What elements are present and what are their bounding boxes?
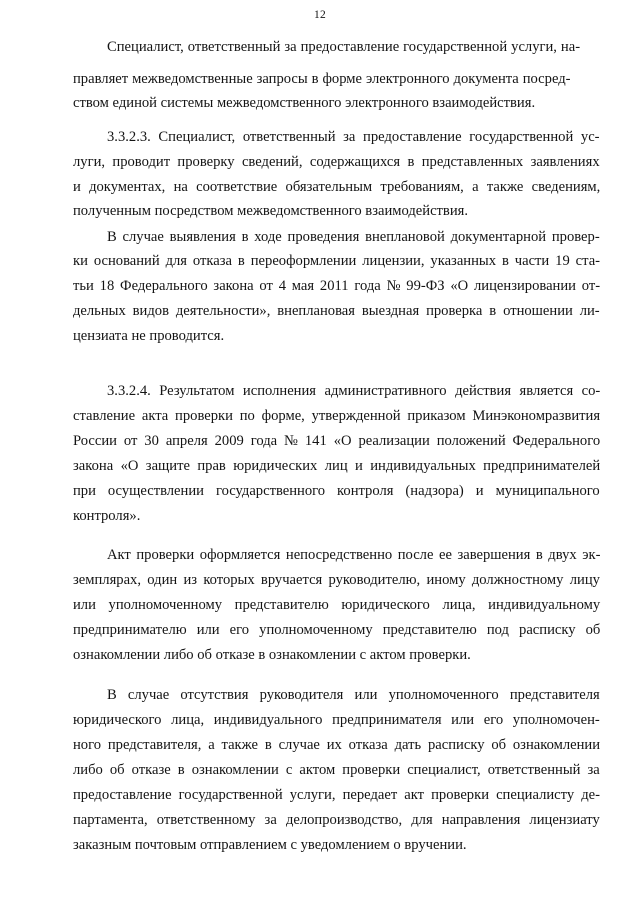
paragraph-3-line-4: дельных видов деятельности», внеплановая выездная проверка в отношении ли- [73,303,600,319]
paragraph-4-line-5: при осуществлении государственного контроля (надзора) и муниципального [73,483,600,499]
paragraph-2-line-4: полученным посредством межведомственного взаимодействия. [73,203,468,219]
paragraph-4-line-6: контроля». [73,508,141,524]
paragraph-4-line-4: закона «О защите прав юридических лиц и индивидуальных предпринимателей [73,458,601,474]
paragraph-1-line-3: ством единой системы межведомственного электронного взаимодействия. [73,95,536,111]
paragraph-6-line-4: либо об отказе в ознакомлении с актом проверки специалист, ответственный за [73,762,600,778]
paragraph-3-line-5: цензиата не проводится. [73,328,225,344]
paragraph-5-line-3: или уполномоченному представителю юридического лица, индивидуальному [73,597,601,613]
paragraph-6-line-7: заказным почтовым отправлением с уведомлением о вручении. [73,837,467,853]
paragraph-4-line-1: 3.3.2.4. Результатом исполнения административного действия является со- [107,383,601,399]
paragraph-6-line-6: партамента, ответственному за делопроизводство, для направления лицензиату [73,812,600,828]
paragraph-6-line-3: ного представителя, а также в случае их отказа дать расписку об ознакомлении [73,737,601,753]
paragraph-5-line-5: ознакомлении либо об отказе в ознакомлении с актом проверки. [73,647,471,663]
paragraph-6-line-5: предоставление государственной услуги, передает акт проверки специалисту де- [73,787,600,803]
paragraph-5-line-4: предпринимателю или его уполномоченному представителю под расписку об [73,622,601,638]
paragraph-2-line-1: 3.3.2.3. Специалист, ответственный за предоставление государственной ус- [107,129,600,145]
paragraph-4-line-3: России от 30 апреля 2009 года № 141 «О реализации положений Федерального [73,433,601,449]
paragraph-6-line-1: В случае отсутствия руководителя или уполномоченного представителя [107,687,600,703]
paragraph-5-line-1: Акт проверки оформляется непосредственно после ее завершения в двух эк- [107,547,601,563]
paragraph-1-line-1: Специалист, ответственный за предоставление государственной услуги, на- [107,39,581,55]
paragraph-2-line-2: луги, проводит проверку сведений, содержащихся в представленных заявлениях [73,154,600,170]
page-number: 12 [313,9,327,21]
paragraph-3-line-3: тьи 18 Федерального закона от 4 мая 2011 года № 99-ФЗ «О лицензировании от- [73,278,601,294]
paragraph-6-line-2: юридического лица, индивидуального предпринимателя или его уполномочен- [73,712,600,728]
paragraph-2-line-3: и документах, на соответствие обязательным требованиям, а также сведениям, [73,179,601,195]
paragraph-3-line-2: ки оснований для отказа в переоформлении лицензии, указанных в части 19 ста- [73,253,601,269]
paragraph-5-line-2: земплярах, один из которых вручается руководителю, иному должностному лицу [73,572,600,588]
paragraph-1-line-2: правляет межведомственные запросы в форме электронного документа посред- [73,71,571,87]
paragraph-4-line-2: ставление акта проверки по форме, утвержденной приказом Минэкономразвития [73,408,601,424]
paragraph-3-line-1: В случае выявления в ходе проведения внеплановой документарной провер- [107,229,600,245]
